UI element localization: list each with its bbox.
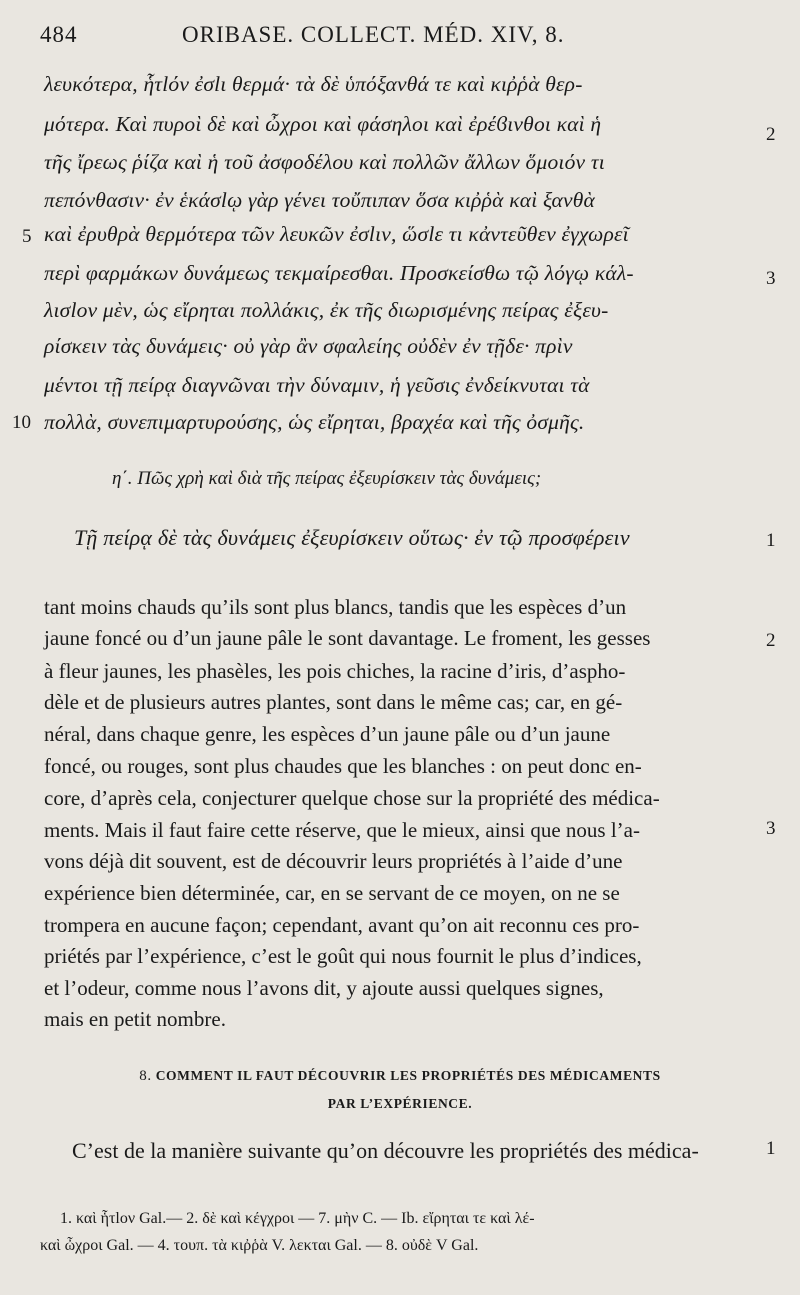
greek-line: πεπόνθασιν· ἐν ἑκάσlῳ γὰρ γένει τοὔπιπαν ὅσα κιῤῥὰ καὶ ξανθὰ [44,188,595,212]
greek-line: λισlον μὲν, ὡς εἴρηται πολλάκις, ἐκ τῆς διωρισμένης πείρας ἐξευ- [44,298,609,322]
french-line: C’est de la manière suivante qu’on découvre les propriétés des médica- [72,1138,699,1163]
french-line: et l’odeur, comme nous l’avons dit, y ajoute aussi quelques signes, [44,976,604,1000]
french-line: dèle et de plusieurs autres plantes, sont dans le même cas; car, en gé- [44,690,623,714]
greek-line: περὶ φαρμάκων δυνάμεως τεκμαίρεσθαι. Προσκείσθω τῷ λόγῳ κάλ- [44,261,634,285]
greek-line: μέντοι τῇ πείρᾳ διαγνῶναι τὴν δύναμιν, ἡ γεῦσις ἐνδείκνυται τὰ [44,373,590,397]
french-line: vons déjà dit souvent, est de découvrir leurs propriétés à l’aide d’une [44,849,623,873]
section-heading-line-1: COMMENT IL FAUT DÉCOUVRIR LES PROPRIÉTÉS DES MÉDICAMENTS [155,1068,661,1083]
french-line: à fleur jaunes, les phasèles, les pois chiches, la racine d’iris, d’aspho- [44,659,626,683]
greek-line: πολλὰ, συνεπιμαρτυρούσης, ὡς εἴρηται, βραχέα καὶ τῆς ὀσμῆς. [44,410,585,434]
margin-number: 5 [22,226,32,247]
greek-line: λευκότερα, ἧτlόν ἐσlι θερμά· τὰ δὲ ὑπόξανθά τε καὶ κιῤῥὰ θερ- [44,72,583,96]
french-line: mais en petit nombre. [44,1007,226,1031]
french-line: tant moins chauds qu’ils sont plus blancs, tandis que les espèces d’un [44,595,627,619]
margin-number: 3 [766,268,776,289]
margin-number: 1 [766,1138,776,1159]
french-line: ments. Mais il faut faire cette réserve, que le mieux, ainsi que nous l’a- [44,818,640,842]
greek-line: μότερα. Καὶ πυροὶ δὲ καὶ ὦχροι καὶ φάσηλοι καὶ ἐρέϐινθοι καὶ ἡ [44,112,602,136]
french-line: jaune foncé ou d’un jaune pâle le sont davantage. Le froment, les gesses [44,626,651,650]
french-line: foncé, ou rouges, sont plus chaudes que les blanches : on peut donc en- [44,754,642,778]
section-number: 8. [139,1068,152,1084]
running-title: ORIBASE. COLLECT. MÉD. XIV, 8. [182,22,565,47]
greek-chapter-title: η΄. Πῶς χρὴ καὶ διὰ τῆς πείρας ἐξευρίσκειν τὰς δυνάμεις; [112,468,542,489]
french-line: priétés par l’expérience, c’est le goût qui nous fournit le plus d’indices, [44,944,642,968]
section-heading [0,1068,800,1085]
greek-line: ρίσκειν τὰς δυνάμεις· οὐ γὰρ ἂν σφαλείης οὐδὲν ἐν τῇδε· πρὶν [44,334,573,358]
margin-number: 2 [766,124,776,145]
greek-line: τῆς ἴρεως ῥίζα καὶ ἡ τοῦ ἀσφοδέλου καὶ πολλῶν ἄλλων ὅμοιόν τι [44,150,605,174]
french-line: expérience bien déterminée, car, en se servant de ce moyen, on ne se [44,881,620,905]
running-header [40,22,620,54]
french-line: néral, dans chaque genre, les espèces d’un jaune pâle ou d’un jaune [44,722,611,746]
margin-number: 2 [766,630,776,651]
footnote-line: 1. καὶ ἧτlον Gal.— 2. δὲ καὶ κέγχροι — 7. μὴν C. — Ib. εἴρηται τε καὶ λέ- [60,1210,535,1227]
footnote-line: καὶ ὦχροι Gal. — 4. τουπ. τὰ κιῤῥὰ V. λεκται Gal. — 8. οὐδὲ V Gal. [40,1237,479,1254]
margin-number: 1 [766,530,776,551]
page-number: 484 [40,22,78,47]
section-heading-line-2: PAR L’EXPÉRIENCE. [327,1096,473,1111]
margin-number: 3 [766,818,776,839]
margin-number: 10 [12,412,31,433]
french-line: trompera en aucune façon; cependant, avant qu’on ait reconnu ces pro- [44,913,640,937]
french-line: core, d’après cela, conjecturer quelque chose sur la propriété des médica- [44,786,660,810]
greek-line: καὶ ἐρυθρὰ θερμότερα τῶν λευκῶν ἐσlιν, ὥσlε τι κἀντεῦθεν ἐγχωρεῖ [44,222,629,246]
greek-line: Τῇ πείρᾳ δὲ τὰς δυνάμεις ἐξευρίσκειν οὕτως· ἐν τῷ προσφέρειν [74,525,630,550]
